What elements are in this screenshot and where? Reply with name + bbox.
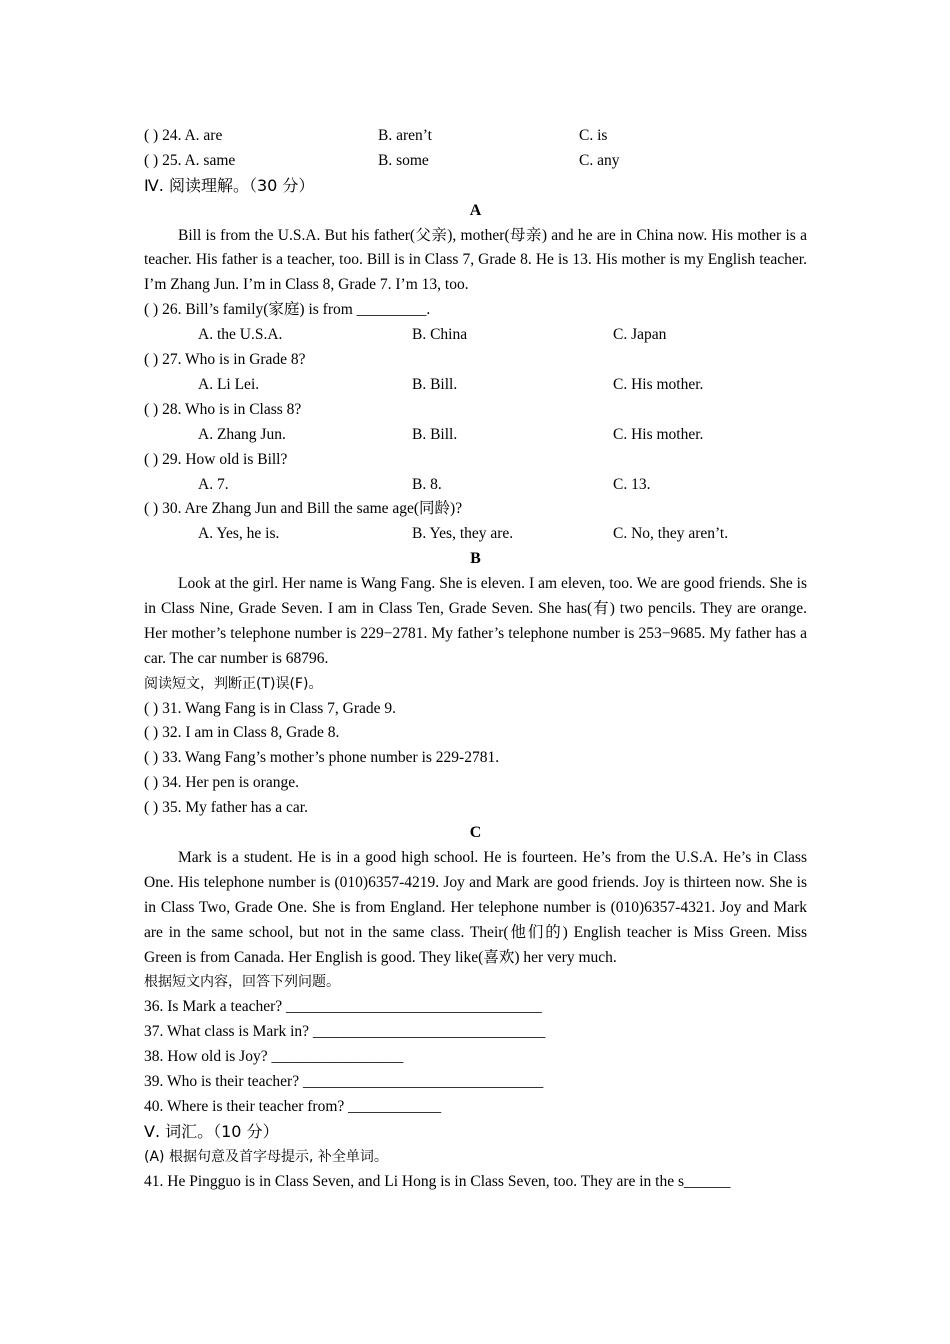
- question-26-options: [144, 323, 807, 348]
- question-41: 41. He Pingguo is in Class Seven, and Li Hong is in Class Seven, too. They are in the s______: [144, 1172, 731, 1190]
- passage-a-heading: A: [469, 201, 482, 219]
- option-b: B. Bill.: [412, 375, 458, 393]
- option-c: C. Japan: [613, 326, 667, 344]
- question-28-options: [144, 423, 807, 448]
- option-b: B. Yes, they are.: [412, 525, 514, 543]
- question-27-options: [144, 373, 807, 398]
- option-a: A. Zhang Jun.: [198, 425, 286, 443]
- option-c: C. 13.: [613, 475, 651, 493]
- question-40: 40. Where is their teacher from? ____________: [144, 1097, 442, 1115]
- option-a: A. Yes, he is.: [198, 525, 280, 543]
- question-38: 38. How old is Joy? _________________: [144, 1048, 404, 1066]
- question-24: [144, 124, 807, 149]
- option-a: A. the U.S.A.: [198, 326, 283, 344]
- question-32: ( ) 32. I am in Class 8, Grade 8.: [144, 724, 340, 742]
- question-24-option-a: ( ) 24. A. are: [144, 127, 223, 144]
- question-30-options: [144, 522, 807, 547]
- question-30-stem: ( ) 30. Are Zhang Jun and Bill the same age(同龄)?: [144, 500, 463, 518]
- passage-a-text: Bill is from the U.S.A. But his father(父亲), mother(母亲) and he are in China now. His mother is a teacher. His father is a teacher, too. Bill is in Class 7, Grade 8. He is 13. His mother is my English teacher. I’m Zhang Jun. I’m in Class 8, Grade 7. I’m 13, too.: [144, 226, 807, 294]
- section-4-heading: Ⅳ. 阅读理解。（30 分）: [144, 175, 315, 195]
- question-25: [144, 149, 807, 174]
- question-35: ( ) 35. My father has a car.: [144, 799, 308, 817]
- passage-b-heading: B: [470, 550, 481, 568]
- question-36: 36. Is Mark a teacher? _________________________________: [144, 998, 542, 1016]
- option-b: B. China: [412, 326, 468, 344]
- question-31: ( ) 31. Wang Fang is in Class 7, Grade 9.: [144, 699, 397, 717]
- option-c: C. His mother.: [613, 425, 704, 443]
- question-29-stem: ( ) 29. How old is Bill?: [144, 450, 288, 468]
- section-5a-instruction: (A) 根据句意及首字母提示, 补全单词。: [144, 1148, 388, 1165]
- question-25-option-a: ( ) 25. A. same: [144, 151, 236, 169]
- option-a: A. Li Lei.: [198, 375, 260, 393]
- question-34: ( ) 34. Her pen is orange.: [144, 774, 299, 792]
- question-24-option-c: C. is: [579, 127, 608, 144]
- option-b: B. Bill.: [412, 425, 458, 443]
- passage-a-questions: [144, 298, 807, 547]
- exam-page: [144, 124, 807, 1194]
- question-37: 37. What class is Mark in? ______________________________: [144, 1023, 546, 1041]
- question-29-options: [144, 473, 807, 498]
- option-c: C. No, they aren’t.: [613, 525, 729, 543]
- question-25-option-c: C. any: [579, 151, 620, 169]
- question-27-stem: ( ) 27. Who is in Grade 8?: [144, 351, 306, 369]
- option-a: A. 7.: [198, 475, 229, 493]
- question-33: ( ) 33. Wang Fang’s mother’s phone number is 229-2781.: [144, 749, 500, 767]
- passage-c-text: Mark is a student. He is in a good high school. He is fourteen. He’s from the U.S.A. He’s in Class One. His telephone number is (010)6357-4219. Joy and Mark are good friends. Joy is thirteen now. She is in Class Two, Grade One. She is from England. Her telephone number is (010)6357-4321. Joy and Mark are in the same school, but not in the same class. Their(他们的) English teacher is Miss Green. Miss Green is from Canada. Her English is good. They like(喜欢) her very much.: [144, 848, 807, 966]
- question-39: 39. Who is their teacher? _______________________________: [144, 1073, 544, 1091]
- question-28-stem: ( ) 28. Who is in Class 8?: [144, 400, 302, 418]
- option-c: C. His mother.: [613, 375, 704, 393]
- passage-b-instruction: 阅读短文，判断正(T)误(F)。: [144, 675, 323, 692]
- question-25-option-b: B. some: [378, 151, 429, 169]
- question-26-stem: ( ) 26. Bill’s family(家庭) is from _________.: [144, 301, 431, 319]
- passage-c-instruction: 根据短文内容，回答下列问题。: [144, 974, 340, 991]
- question-24-option-b: B. aren’t: [378, 127, 432, 144]
- option-b: B. 8.: [412, 475, 442, 493]
- passage-b-text: Look at the girl. Her name is Wang Fang. She is eleven. I am eleven, too. We are good friends. She is in Class Nine, Grade Seven. I am in Class Ten, Grade Seven. She has(有) two pencils. They are orange. Her mother’s telephone number is 229−2781. My father’s telephone number is 253−9685. My father has a car. The car number is 68796.: [144, 575, 807, 667]
- section-5-heading: Ⅴ. 词汇。（10 分）: [144, 1121, 279, 1141]
- passage-c-heading: C: [469, 824, 482, 842]
